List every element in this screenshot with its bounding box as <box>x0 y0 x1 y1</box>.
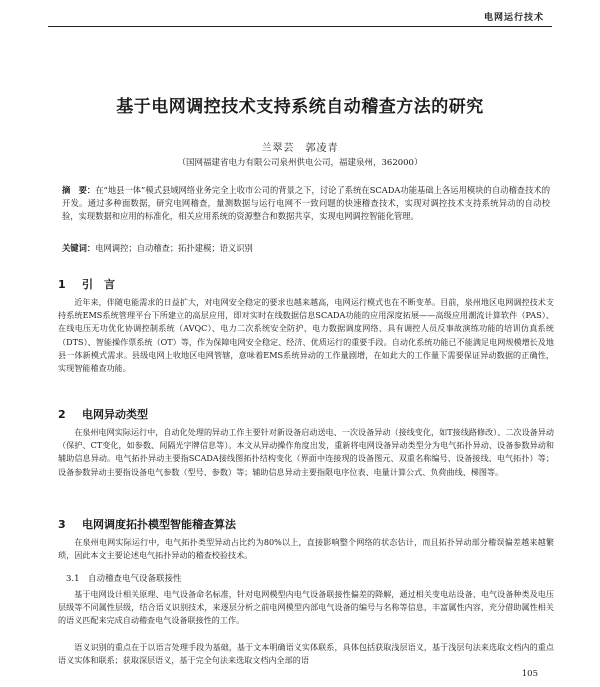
header-rule <box>48 26 552 27</box>
keywords <box>62 242 550 254</box>
section-title: 电网异动类型 <box>82 408 148 421</box>
section-number: 2 <box>58 408 66 421</box>
abstract-text: 在“地县一体”模式县域网络业务完全上收市公司的背景之下，讨论了系统在SCADA功能基础上各运用模块的自动稽查技术的开发。通过多种面数据，研究电网稽查，量测数据与运行电网不一致问题的快速稽查技术，实现对调控技术支持系统异动的自动校验，实现数据和应用的标准化，相关应用系统的资源整合和数据共享，实现电网调控智能化管理。 <box>62 185 550 221</box>
subsection-heading <box>66 572 182 584</box>
section-title: 电网调度拓扑模型智能稽查算法 <box>82 518 236 531</box>
paper-title: 基于电网调控技术支持系统自动稽查方法的研究 <box>116 97 484 117</box>
body-paragraph: 近年来，伴随电能需求的日益扩大，对电网安全稳定的要求也越来越高，电网运行模式也在不断变革。目前，泉州地区电网调控技术支持系统EMS系统管理平台下所建立的高层应用，即对实时在线数据信息SCADA功能的应用深度拓展——高级应用潮流计算软件（PAS）、在线电压无功优化协调控制系统（AVQC）、电力二次系统安全防护、电力数据调度网络、具有调控人员反事故演练功能的培训仿真系统（DTS）、智能操作票系统（OT）等，作为保障电网安全稳定、经济、优质运行的重要手段。自动化系统功能已不能满足电网规模增长及地县一体新模式需求。县级电网上收地区电网管辖，意味着EMS系统异动的工作量剧增，在如此大的工作量下需要保证异动数据的正确性，实现智能稽查功能。 <box>58 297 554 374</box>
abstract-label: 摘 要： <box>62 185 96 195</box>
body-paragraph: 语义识别的重点在于以语言处理手段为基础，基于文本明确语义实体联系，具体包括获取浅层语义，基于浅层句法来选取文档内的重点语义实体和联系；获取深层语义，基于完全句法来选取文档内全部的语 <box>58 642 554 666</box>
subsection-title: 自动稽查电气设备联接性 <box>88 574 182 584</box>
authors: 兰翠芸 郭凌青 <box>261 143 339 154</box>
body-paragraph: 基于电网设计相关原理、电气设备命名标准，针对电网模型内电气设备联接性偏差的降解，通过相关变电站设备、电气设备种类及电压层级等不同属性层级，结合语义识别技术，来逐层分析之前电网模型内部电气设备的编号与名称等信息，丰富属性内容，充分借助属性相关的语义匹配来完成自动稽查电气设备联接性的工作。 <box>58 589 554 626</box>
body-paragraph: 在泉州电网实际运行中，自动化处理的异动工作主要针对新设备启动送电、一次设备异动（接线变化，如T接线路修改）、二次设备异动（保护、CT变化，如参数、间隔光字牌信息等）。本文从异动操作角度出发，重新将电网设备异动类型分为电气拓扑异动、设备参数异动和辅助信息异动。电气拓扑异动主要指SCADA接线图拓扑结构变化（界面中连接现的设备图元、双重名称编号、设备接线、电气拓扑）等；设备参数异动主要指设备电气参数（型号、参数）等；辅助信息异动主要指限电序位表、电量计算公式、负荷曲线、梯图等。 <box>58 427 554 477</box>
section-number: 3 <box>58 518 66 531</box>
section-heading <box>58 406 148 422</box>
keywords-text: 电网调控；自动稽查；拓扑建模；语义识别 <box>95 243 253 253</box>
subsection-number: 3.1 <box>66 574 80 584</box>
running-header: 电网运行技术 <box>483 13 544 23</box>
affiliation: （国网福建省电力有限公司泉州供电公司，福建泉州，362000） <box>177 158 423 168</box>
section-heading <box>58 276 115 292</box>
keywords-label: 关键词： <box>62 243 96 253</box>
abstract <box>62 184 550 222</box>
page-number: 105 <box>521 669 538 679</box>
section-title: 引 言 <box>82 278 115 291</box>
body-paragraph: 在泉州电网实际运行中，电气拓扑类型异动占比约为80%以上，直接影响整个网络的状态估计，而且拓扑异动部分稽误偏差越来越繁琐，因此本文主要论述电气拓扑异动的稽查校验技术。 <box>58 537 554 561</box>
section-heading <box>58 516 236 532</box>
section-number: 1 <box>58 278 66 291</box>
